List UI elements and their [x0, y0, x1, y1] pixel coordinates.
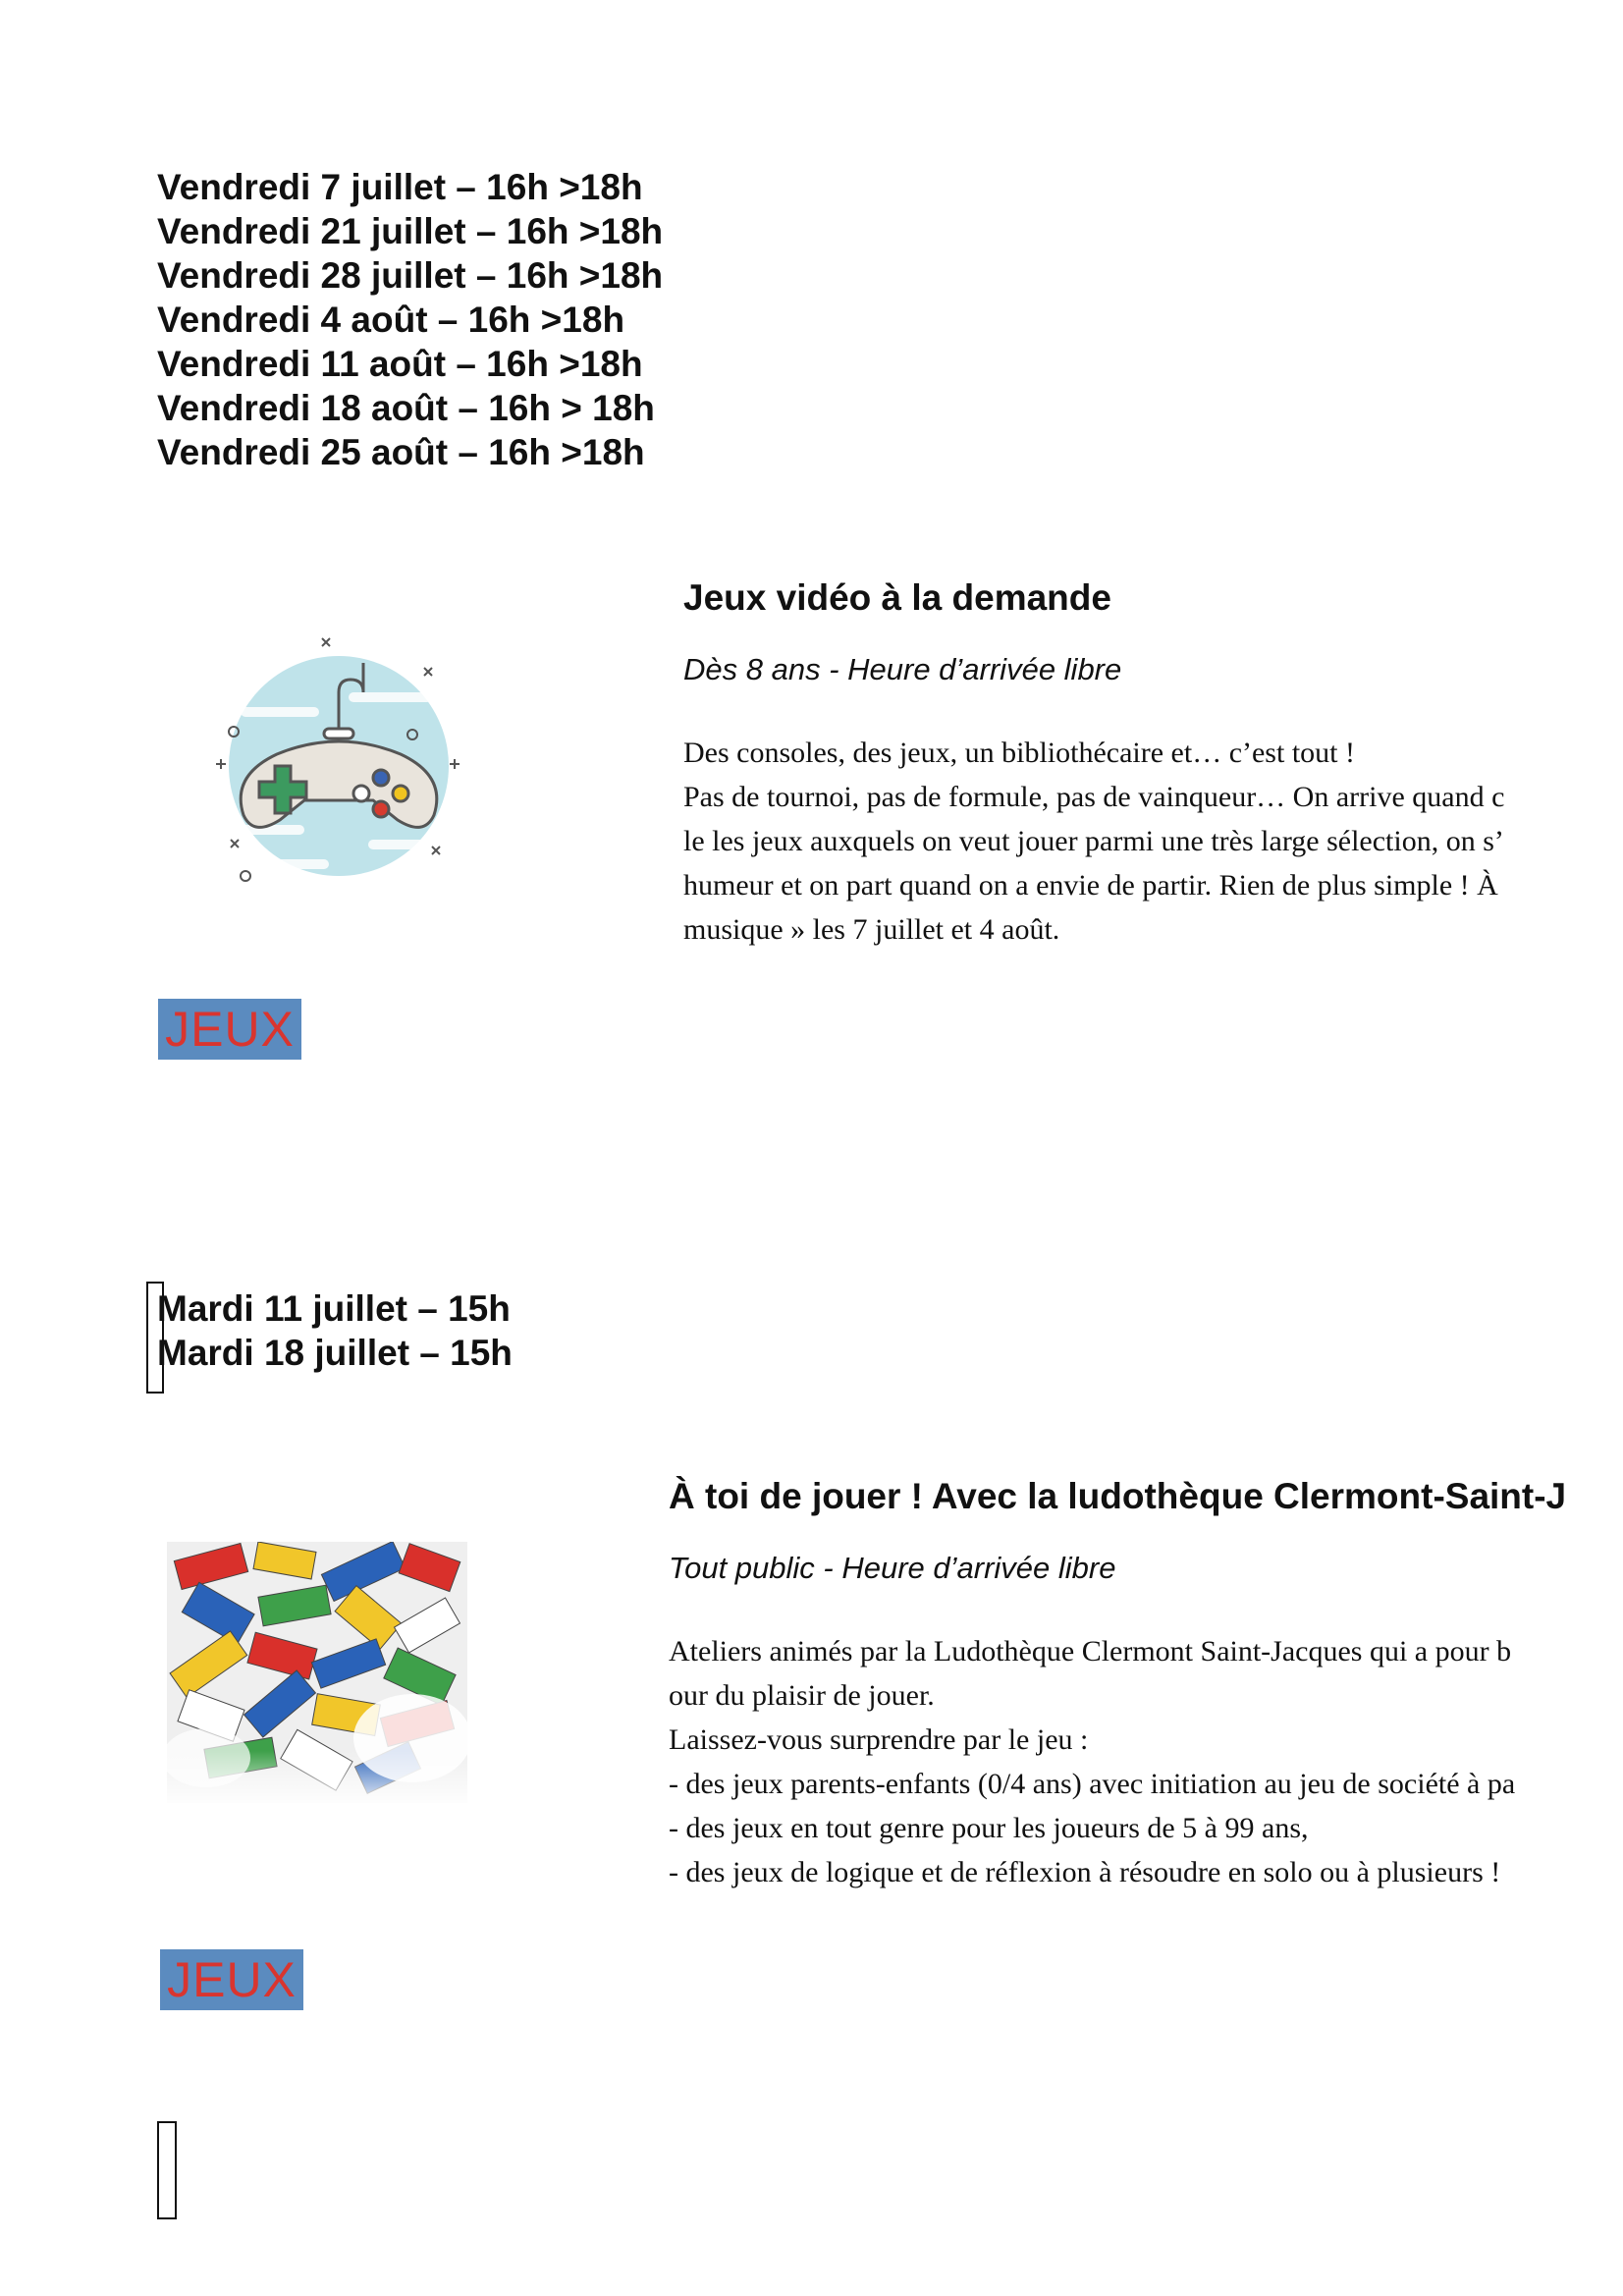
event-title: Jeux vidéo à la demande [683, 577, 1111, 618]
description-line: - des jeux en tout genre pour les joueurs de 5 à 99 ans, [669, 1812, 1309, 1844]
description-line: musique » les 7 juillet et 4 août. [683, 913, 1060, 946]
description-line: our du plaisir de jouer. [669, 1679, 935, 1712]
schedule-1-dates [157, 165, 663, 474]
date-item: Mardi 18 juillet – 15h [157, 1333, 513, 1373]
event-audience: Tout public - Heure d’arrivée libre [669, 1551, 1116, 1585]
event-video-games [683, 577, 1596, 952]
event-audience: Dès 8 ans - Heure d’arrivée libre [683, 652, 1122, 686]
description-line: le les jeux auxquels on veut jouer parmi une très large sélection, on s’ [683, 825, 1504, 857]
date-item: Vendredi 21 juillet – 16h >18h [157, 211, 664, 251]
description-line: Laissez-vous surprendre par le jeu : [669, 1723, 1089, 1756]
description-line: Ateliers animés par la Ludothèque Clermont Saint-Jacques qui a pour b [669, 1635, 1512, 1667]
date-item: Vendredi 28 juillet – 16h >18h [157, 255, 664, 296]
date-item: Vendredi 11 août – 16h >18h [157, 344, 643, 384]
bracket-mark [157, 2121, 177, 2219]
description-line: Des consoles, des jeux, un bibliothécaire et… c’est tout ! [683, 737, 1355, 769]
description-line: - des jeux parents-enfants (0/4 ans) avec initiation au jeu de société à pa [669, 1768, 1516, 1800]
event-description [683, 731, 1596, 952]
description-line: Pas de tournoi, pas de formule, pas de vainqueur… On arrive quand c [683, 781, 1505, 813]
event-ludotheque [669, 1476, 1601, 1894]
event-title: À toi de jouer ! Avec la ludothèque Clermont-Saint-J [669, 1476, 1567, 1516]
event-description [669, 1629, 1601, 1894]
date-item: Vendredi 18 août – 16h > 18h [157, 388, 655, 428]
description-line: - des jeux de logique et de réflexion à résoudre en solo ou à plusieurs ! [669, 1856, 1501, 1888]
category-tag: JEUX [158, 999, 301, 1060]
date-item: Mardi 11 juillet – 15h [157, 1288, 511, 1329]
toy-bricks-photo [167, 1542, 467, 1803]
date-item: Vendredi 7 juillet – 16h >18h [157, 167, 643, 207]
description-line: humeur et on part quand on a envie de partir. Rien de plus simple ! À [683, 869, 1498, 902]
category-tag: JEUX [160, 1949, 303, 2010]
date-item: Vendredi 4 août – 16h >18h [157, 300, 625, 340]
date-item: Vendredi 25 août – 16h >18h [157, 432, 645, 472]
gamepad-icon [206, 619, 471, 894]
schedule-2-dates [157, 1286, 513, 1375]
